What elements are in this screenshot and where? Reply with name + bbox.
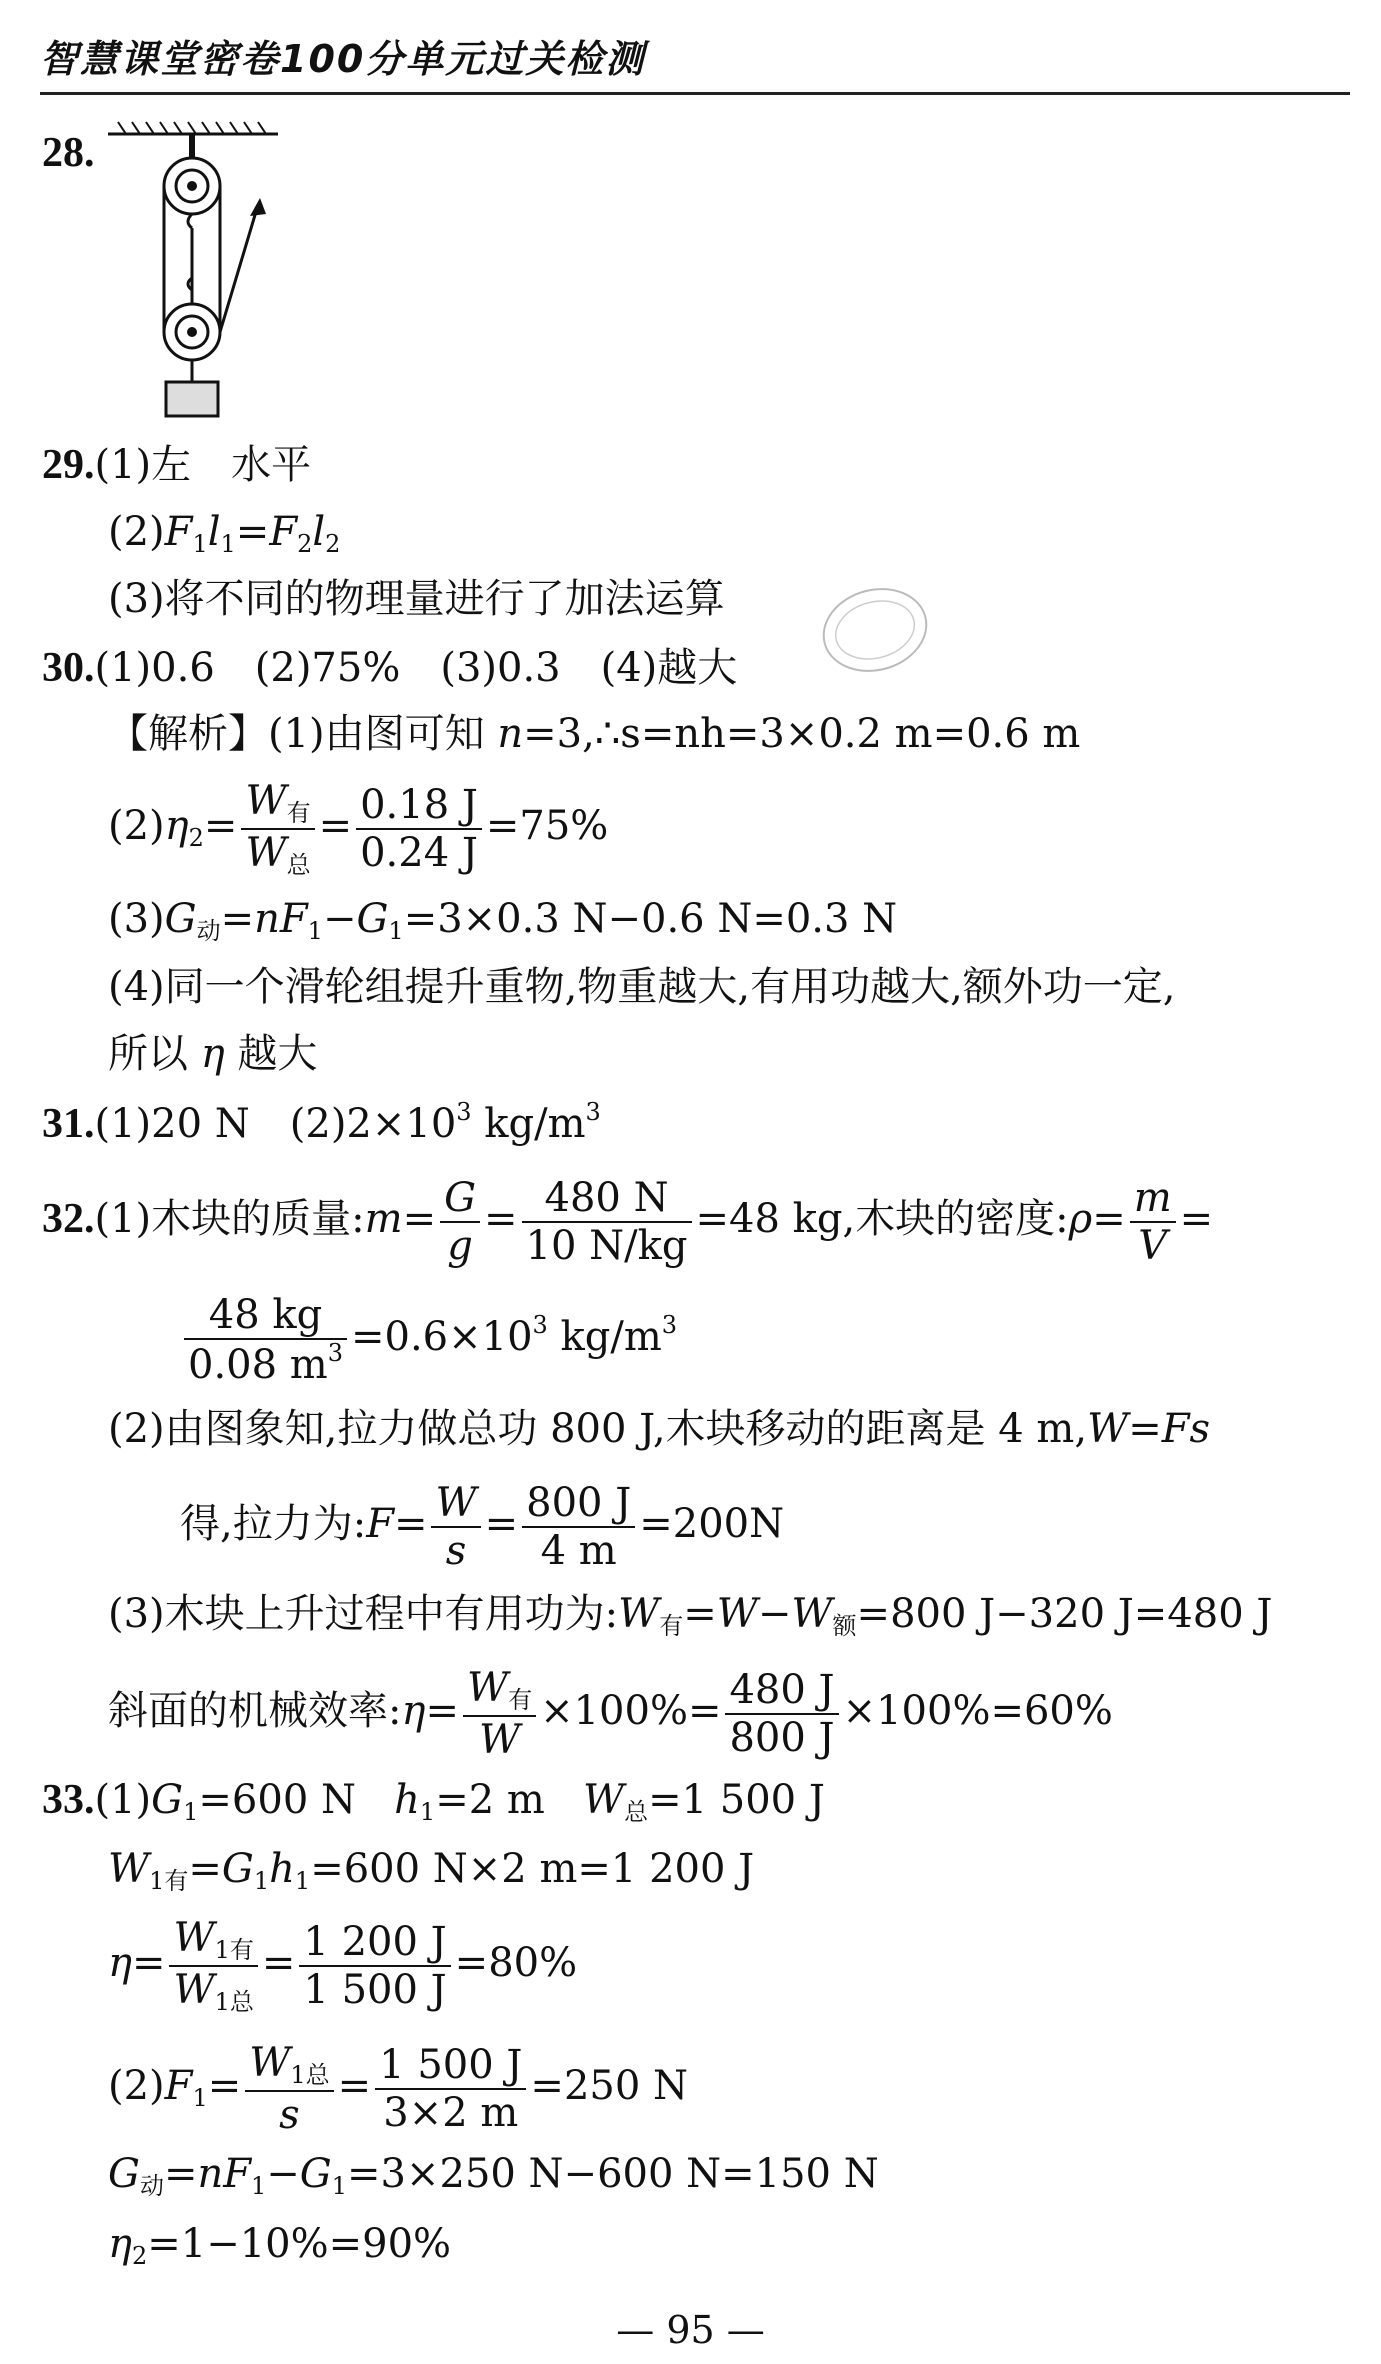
q29-line-1: 29.(1)左 水平: [42, 442, 312, 488]
q30-analysis-2: $(2)\eta_2=$ $\frac{W_有}{W_总}$ = $\frac{0.18 J}{0.24 J}$ =75%: [108, 778, 609, 879]
q32-line-1: 32.(1)木块的质量:m= $\frac{G}{g}$ = $\frac{480 N}{10 N/kg}$ =48 kg,木块的密度:ρ= $\frac{m}{V}$ =: [42, 1175, 1214, 1269]
q30-analysis-5: 所以 η 越大: [108, 1031, 318, 1077]
q32-line-2: $\frac{48 kg}{0.08 m^3}$ $=0.6\times 10^3$ $kg/m^3$: [180, 1292, 677, 1388]
q32-line-3: (2)由图象知,拉力做总功 800 J,木块移动的距离是 4 m,W=Fs: [108, 1406, 1211, 1452]
q32-line-4: 得,拉力为:F= $\frac{W}{s}$ = $\frac{800 J}{4 m}$ =200N: [180, 1480, 785, 1574]
q32-line-5: (3)木块上升过程中有用功为$:W_有=W-W_额=800$ J−320 J=480 J: [108, 1591, 1273, 1641]
q33-line-4: $(2)F_1=$ $\frac{W_{1总}}{s}$ = $\frac{1 500 J}{3\times 2 m}$ =250 N: [108, 2040, 688, 2138]
q31-answer: 31.(1)20 N $(2)2\times 10^3$ $kg/m^3$: [42, 1098, 601, 1147]
q33-line-1: $33.(1)G_1=600$ N $h_1=2$ m $W_总=1$ 500 J: [42, 1777, 825, 1827]
q33-line-5: $G_动=nF_1-G_1=3\times 250$ N−600 N=150 N: [108, 2151, 879, 2201]
q33-line-2: $W_{1有}=G_1h_1=600$ N×2 m=1 200 J: [108, 1846, 755, 1896]
q33-line-6: $\eta_2=1-10\%=90\%$: [108, 2221, 452, 2271]
q30-answer: 30.(1)0.6 (2)75% (3)0.3 (4)越大: [42, 645, 738, 691]
q29-line-2: $(2)F_1l_1=F_2l_2$: [108, 509, 341, 559]
q30-analysis-1: 【解析】(1)由图可知 n=3,∴s=nh=3×0.2 m=0.6 m: [108, 711, 1081, 757]
q30-analysis-4: (4)同一个滑轮组提升重物,物重越大,有用功越大,额外功一定,: [108, 964, 1176, 1010]
q32-line-6: 斜面的机械效率:η= $\frac{W_有}{W}$ ×100%= $\frac{480 J}{800 J}$ ×100%=60%: [108, 1665, 1113, 1763]
header-rule: [40, 92, 1350, 95]
q30-analysis-3: $(3)G_动=nF_1-G_1=3\times 0.3$ N−0.6 N=0.3 N: [108, 896, 898, 946]
pulley-diagram: [108, 120, 288, 430]
stamp-watermark: [815, 575, 935, 685]
page-header: 智慧课堂密卷100分单元过关检测: [40, 37, 646, 81]
page-footer: — 95 —: [616, 2308, 765, 2352]
q33-line-3: η= $\frac{W_{1有}}{W_{1总}}$ = $\frac{1 200 J}{1 500 J}$ =80%: [108, 1915, 578, 2016]
page-number: 95: [666, 2308, 715, 2352]
q29-line-3: (3)将不同的物理量进行了加法运算: [108, 576, 725, 622]
q28-number: 28.: [42, 130, 95, 176]
